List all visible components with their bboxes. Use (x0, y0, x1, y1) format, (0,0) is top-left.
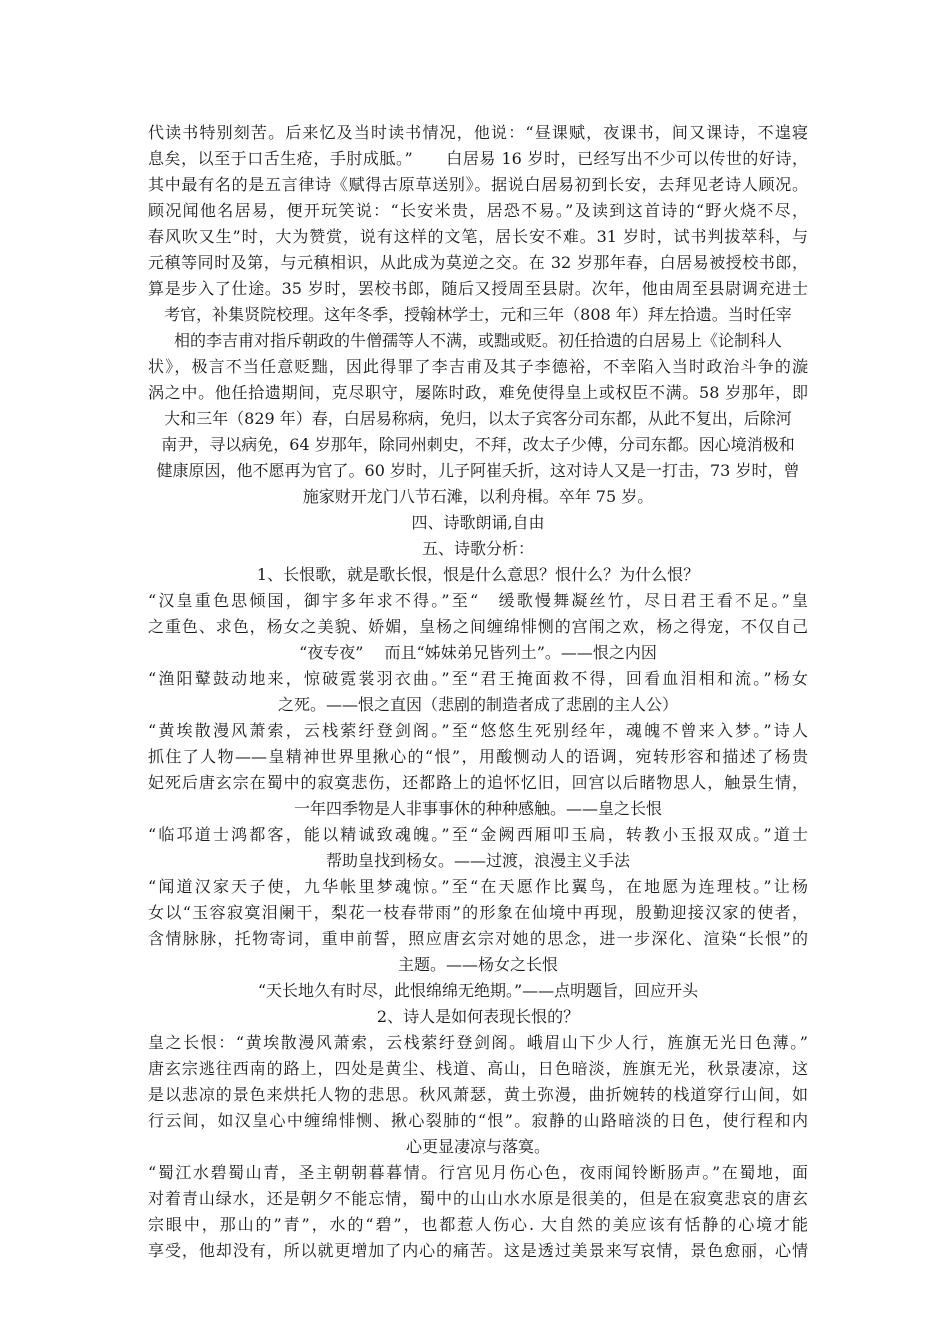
text-line: 春风吹又生”时，大为赞赏，说有这样的文笔，居长安不难。31 岁时，试书判拔萃科，与 (148, 227, 808, 246)
text-line: 含情脉脉，托物寄词，重申前誓，照应唐玄宗对她的思念，进一步深化、渲染“长恨”的 (148, 929, 808, 948)
text-line: 元稹等同时及第，与元稹相识，从此成为莫逆之交。在 32 岁那年春，白居易被授校书郎， (148, 253, 808, 272)
text-line: 涡之中。他任拾遗期间，克尽职守，屡陈时政，难免使得皇上或权臣不满。58 岁那年，即 (148, 383, 808, 402)
text-line: 相的李吉甫对指斥朝政的牛僧孺等人不满，或黜或贬。初任拾遗的白居易上《论制科人 (173, 331, 782, 350)
text-line: 唐玄宗逃往西南的路上，四处是黄尘、栈道、高山，日色暗淡，旌旗无光，秋景凄凉，这 (148, 1059, 808, 1078)
text-line: 享受，他却没有，所以就更增加了内心的痛苦。这是透过美景来写哀情，景色愈丽，心情 (148, 1241, 808, 1260)
text-line: 妃死后唐玄宗在蜀中的寂寞悲伤，还都路上的追怀忆旧，回宫以后睹物思人，触景生情， (148, 773, 808, 792)
text-line: 状》，极言不当任意贬黜，因此得罪了李吉甫及其子李德裕，不幸陷入当时政治斗争的漩 (148, 357, 808, 376)
text-line: 抓住了人物——皇精神世界里揪心的“恨”，用酸恻动人的语调，宛转形容和描述了杨贵 (148, 747, 808, 766)
text-line: 代读书特别刻苦。后来忆及当时读书情况，他说：“昼课赋，夜课书，间又课诗，不遑寝 (148, 123, 808, 142)
document-page (148, 120, 808, 1264)
text-line: “汉皇重色思倾国，御宇多年求不得。”至“ 缓歌慢舞凝丝竹，尽日君王看不足。”皇 (148, 591, 808, 610)
text-line: 其中最有名的是五言律诗《赋得古原草送别》。据说白居易初到长安，去拜见老诗人顾况。 (148, 175, 808, 194)
subsection-heading: 1、长恨歌，就是歌长恨，恨是什么意思？恨什么？为什么恨？ (256, 565, 700, 584)
text-line: “夜专夜” 而且“姊妹弟兄皆列土”。——恨之内因 (299, 643, 657, 662)
text-line: 之重色、求色，杨女之美貌、娇媚，皇杨之间缠绵悱恻的宫闱之欢，杨之得宠，不仅自己 (148, 617, 808, 636)
text-line: 主题。——杨女之长恨 (397, 955, 558, 974)
text-line: “黄埃散漫风萧索，云栈萦纡登剑阁。”至“悠悠生死别经年，魂魄不曾来入梦。”诗人 (148, 721, 808, 740)
section-heading: 四、诗歌朗诵,自由 (411, 513, 545, 532)
text-line: 大和三年（829 年）春，白居易称病，免归，以太子宾客分司东都，从此不复出，后除河 (164, 409, 792, 428)
text-line: 一年四季物是人非事事休的种种感触。——皇之长恨 (293, 799, 662, 818)
text-line: 南尹，寻以病免，64 岁那年，除同州刺史，不拜，改太子少傅，分司东都。因心境消极和 (161, 435, 795, 454)
text-line: “天长地久有时尽，此恨绵绵无绝期。”——点明题旨，回应开头 (257, 981, 699, 1000)
text-line: 帮助皇找到杨女。——过渡，浪漫主义手法 (325, 851, 630, 870)
text-line: 皇之长恨：“黄埃散漫风萧索，云栈萦纡登剑阁。峨眉山下少人行，旌旗无光日色薄。” (148, 1033, 808, 1052)
text-line: 女以“玉容寂寞泪阑干，梨花一枝春带雨”的形象在仙境中再现，殷勤迎接汉家的使者， (148, 903, 808, 922)
text-line: “临邛道士鸿都客，能以精诚致魂魄。”至“金阙西厢叩玉扃，转教小玉报双成。”道士 (148, 825, 808, 844)
text-line: 考官，补集贤院校理。这年冬季，授翰林学士，元和三年（808 年）拜左拾遗。当时任宰 (164, 305, 792, 324)
text-line: 是以悲凉的景色来烘托人物的悲思。秋风萧瑟，黄土弥漫，曲折婉转的栈道穿行山间，如 (148, 1085, 808, 1104)
text-line: “渔阳鼙鼓动地来，惊破霓裳羽衣曲。”至“君王掩面救不得，回看血泪相和流。”杨女 (148, 669, 808, 688)
text-line: 对着青山绿水，还是朝夕不能忘情，蜀中的山山水水原是很美的，但是在寂寞悲哀的唐玄 (148, 1189, 808, 1208)
text-line: 息矣，以至于口舌生疮，手肘成胝。” 白居易 16 岁时，已经写出不少可以传世的好诗， (148, 149, 808, 168)
text-line: 健康原因，他不愿再为官了。60 岁时，儿子阿崔夭折，这对诗人又是一打击，73 岁时，曾 (156, 461, 800, 480)
section-heading: 五、诗歌分析： (421, 539, 534, 558)
text-line: 之死。——恨之直因（悲剧的制造者成了悲剧的主人公） (277, 695, 678, 714)
text-line: 心更显凄凉与落寞。 (405, 1137, 550, 1156)
text-line: “蜀江水碧蜀山青，圣主朝朝暮暮情。行宫见月伤心色，夜雨闻铃断肠声。”在蜀地，面 (148, 1163, 808, 1182)
subsection-heading: 2、诗人是如何表现长恨的？ (376, 1007, 580, 1026)
text-line: 宗眼中，那山的”青”，水的“碧”，也都惹人伤心. 大自然的美应该有恬静的心境才能 (148, 1215, 808, 1234)
text-line: 顾况闻他名居易，便开玩笑说：“长安米贵，居恐不易。”及读到这首诗的“野火烧不尽， (148, 201, 808, 220)
text-line: 行云间，如汉皇心中缠绵悱恻、揪心裂肺的“恨”。寂静的山路暗淡的日色，使行程和内 (148, 1111, 808, 1130)
text-line: “闻道汉家天子使，九华帐里梦魂惊。”至“在天愿作比翼鸟，在地愿为连理枝。”让杨 (148, 877, 808, 896)
text-line: 算是步入了仕途。35 岁时，罢校书郎，随后又授周至县尉。次年，他由周至县尉调充进士 (148, 279, 808, 298)
text-line: 施家财开龙门八节石滩，以利舟楫。卒年 75 岁。 (302, 487, 654, 506)
